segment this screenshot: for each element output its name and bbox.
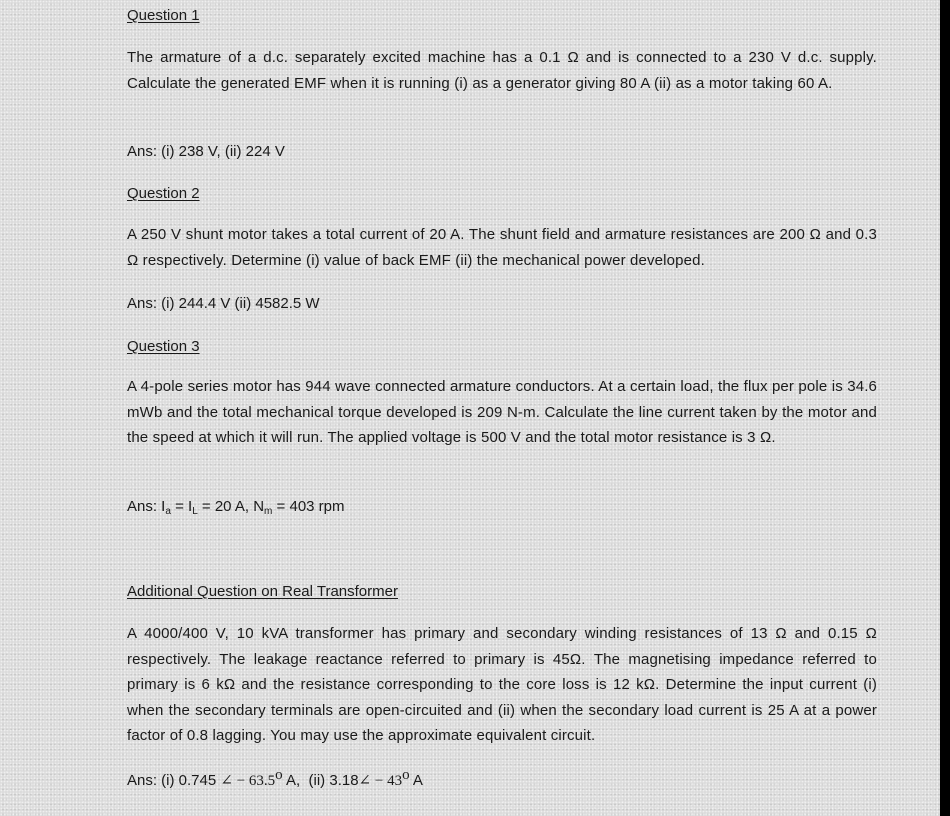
angle-value-2: ∠ − 43 (358, 773, 403, 789)
question-2-heading: Question 2 (127, 185, 200, 202)
subscript-a: a (165, 506, 171, 517)
answer-unit-1: A, (282, 772, 301, 789)
answer-current: = 20 A, N (197, 498, 265, 515)
answer-equals: = I (170, 498, 193, 515)
right-border (940, 0, 950, 816)
additional-question-answer (127, 767, 423, 790)
question-1-heading: Question 1 (127, 7, 200, 24)
angle-value-1: ∠ − 63.5 (220, 773, 276, 789)
answer-part-2: (ii) 3.18 (300, 772, 359, 789)
additional-question-text: A 4000/400 V, 10 kVA transformer has primary and secondary winding resistances of 13 Ω and 0.15 Ω respectively. The leakage reactance referred to primary is 45Ω. The magnetising impedance referred to primary is 6 kΩ and the resistance corresponding to the core loss is 12 kΩ. Determine the input current (i) when the secondary terminals are open-circuited and (ii) when the secondary load current is 25 A at a power factor of 0.8 lagging. You may use the approximate equivalent circuit. (127, 625, 877, 744)
subscript-l: L (192, 506, 198, 517)
additional-question-heading: Additional Question on Real Transformer (127, 583, 398, 600)
question-2-answer: Ans: (i) 244.4 V (ii) 4582.5 W (127, 295, 320, 312)
question-1-text: The armature of a d.c. separately excited machine has a 0.1 Ω and is connected to a 230 V d.c. supply. Calculate the generated EMF when it is running (i) as a generator giving 80 A (ii) as a motor taking 60 A. (127, 49, 877, 92)
question-2-text: A 250 V shunt motor takes a total current of 20 A. The shunt field and armature resistances are 200 Ω and 0.3 Ω respectively. Determine (i) value of back EMF (ii) the mechanical power developed. (127, 226, 877, 269)
question-3-answer (127, 498, 345, 515)
question-1-answer: Ans: (i) 238 V, (ii) 224 V (127, 143, 285, 160)
degree-symbol-2: o (402, 767, 410, 783)
answer-unit-2: A (409, 772, 423, 789)
answer-prefix: Ans: (i) 0.745 (127, 772, 221, 789)
subscript-m: m (264, 506, 273, 517)
answer-prefix: Ans: I (127, 498, 166, 515)
degree-symbol-1: o (275, 767, 283, 783)
question-3-heading: Question 3 (127, 338, 200, 355)
answer-speed: = 403 rpm (272, 498, 345, 515)
question-3-text: A 4-pole series motor has 944 wave connected armature conductors. At a certain load, the flux per pole is 34.6 mWb and the total mechanical torque developed is 209 N-m. Calculate the line current taken by the motor and the speed at which it will run. The applied voltage is 500 V and the total motor resistance is 3 Ω. (127, 378, 877, 446)
